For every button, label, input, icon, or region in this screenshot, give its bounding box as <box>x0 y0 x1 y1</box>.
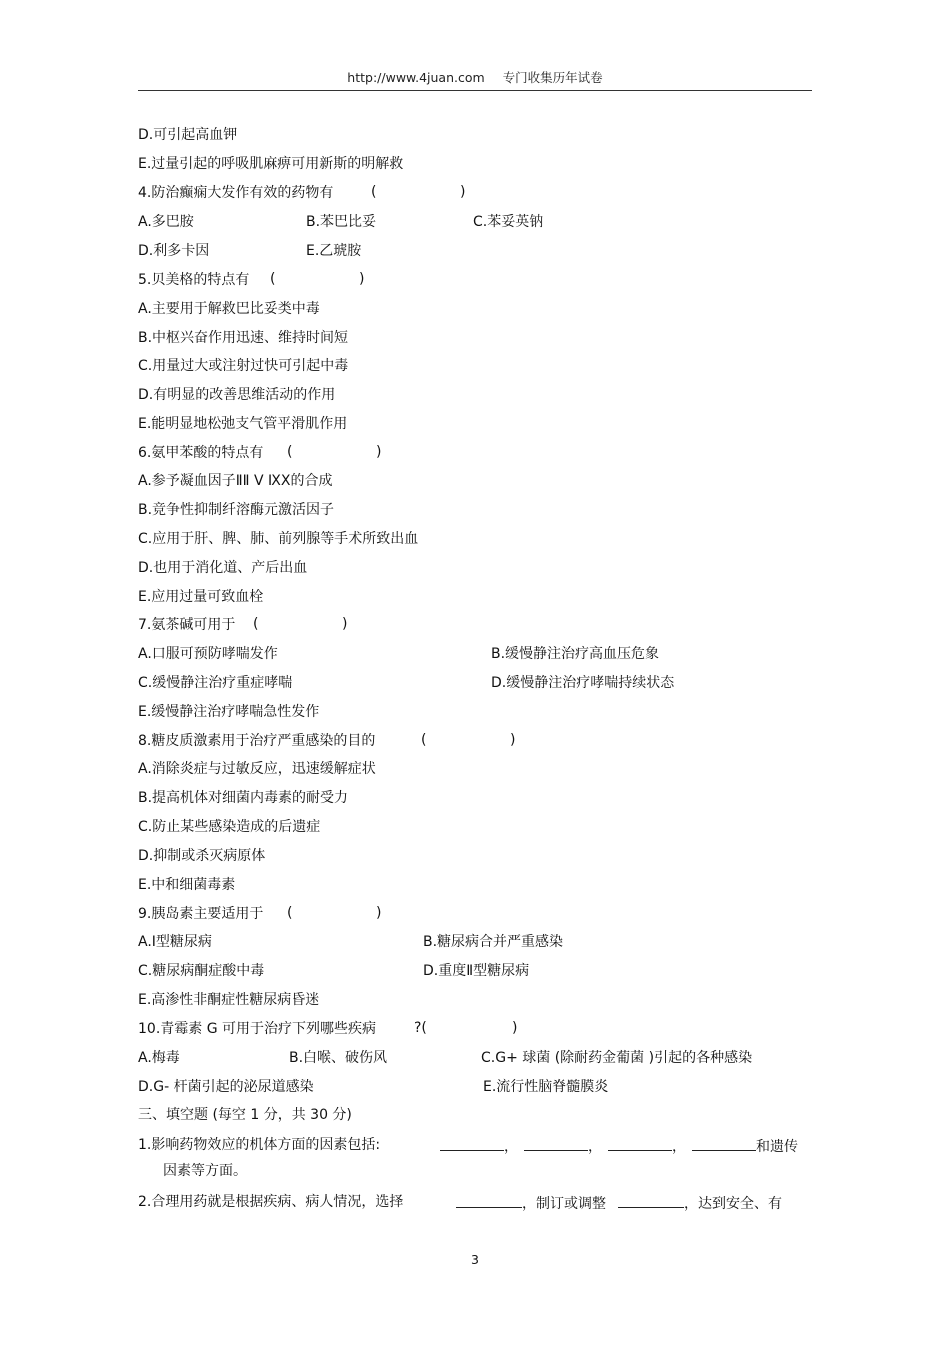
fill-1-blank-1[interactable] <box>440 1136 504 1151</box>
q7-option-c: C.缓慢静注治疗重症哮喘 <box>138 675 293 691</box>
q9-paren-close: ) <box>376 905 382 921</box>
q6-option-c: C.应用于肝、脾、肺、前列腺等手术所致出血 <box>138 531 419 547</box>
page-header <box>0 68 950 86</box>
q6-paren-open: ( <box>287 444 293 460</box>
q4-stem <box>138 184 333 202</box>
q8-paren-close: ) <box>510 732 516 748</box>
fill-1-sep-1: ， <box>504 1139 518 1155</box>
q6-option-b: B.竞争性抑制纤溶酶元激活因子 <box>138 502 335 518</box>
q5-paren-open: ( <box>270 271 276 287</box>
q8-stem: 8.糖皮质激素用于治疗严重感染的目的 <box>138 733 376 749</box>
q7-paren-close: ) <box>342 616 348 632</box>
q4-stem-text: 4.防治癫痫大发作有效的药物有 <box>138 185 334 201</box>
q7-option-d: D.缓慢静注治疗哮喘持续状态 <box>491 675 675 691</box>
section-3-heading: 三、填空题 (每空 1 分，共 30 分) <box>138 1107 352 1123</box>
q8-option-e: E.中和细菌毒素 <box>138 877 236 893</box>
q9-option-e: E.高渗性非酮症性糖尿病昏迷 <box>138 992 320 1008</box>
q6-option-e: E.应用过量可致血栓 <box>138 589 264 605</box>
fill-1-sep-3: ， <box>672 1139 686 1155</box>
fill-2-suffix: ，达到安全、有 <box>684 1196 782 1212</box>
fill-1-continuation: 因素等方面。 <box>163 1163 247 1179</box>
q4-option-c: C.苯妥英钠 <box>473 214 544 230</box>
q3-option-d: D.可引起高血钾 <box>138 127 238 143</box>
q7-option-e: E.缓慢静注治疗哮喘急性发作 <box>138 704 320 720</box>
q9-option-c: C.糖尿病酮症酸中毒 <box>138 963 265 979</box>
q6-option-a: A.参予凝血因子ⅡⅡ Ⅴ ⅨⅩ的合成 <box>138 473 333 489</box>
q5-option-c: C.用量过大或注射过快可引起中毒 <box>138 358 349 374</box>
fill-1-blanks <box>440 1136 798 1156</box>
fill-2-mid: ，制订或调整 <box>522 1196 606 1212</box>
page-number: 3 <box>471 1252 479 1267</box>
q4-option-e: E.乙琥胺 <box>306 243 362 259</box>
fill-2-prefix: 2.合理用药就是根据疾病、病人情况，选择 <box>138 1194 404 1210</box>
fill-1-blank-4[interactable] <box>692 1136 756 1151</box>
q10-option-e: E.流行性脑脊髓膜炎 <box>483 1079 609 1095</box>
q4-option-d: D.利多卡因 <box>138 243 210 259</box>
q9-option-d: D.重度Ⅱ型糖尿病 <box>423 963 530 979</box>
fill-1-blank-2[interactable] <box>524 1136 588 1151</box>
header-url: http://www.4juan.com <box>347 70 485 85</box>
q8-paren-open: ( <box>421 732 427 748</box>
q8-option-c: C.防止某些感染造成的后遗症 <box>138 819 321 835</box>
q4-paren-open: ( <box>371 184 377 200</box>
q6-option-d: D.也用于消化道、产后出血 <box>138 560 308 576</box>
q9-paren-open: ( <box>287 905 293 921</box>
q10-stem: 10.青霉素 G 可用于治疗下列哪些疾病 <box>138 1021 377 1037</box>
q5-paren-close: ) <box>359 271 365 287</box>
fill-2-blank-2[interactable] <box>618 1193 684 1208</box>
q10-option-a: A.梅毒 <box>138 1050 180 1066</box>
q5-option-a: A.主要用于解救巴比妥类中毒 <box>138 301 320 317</box>
q8-option-a: A.消除炎症与过敏反应，迅速缓解症状 <box>138 761 376 777</box>
fill-2-line <box>456 1193 782 1213</box>
q5-option-e: E.能明显地松弛支气管平滑肌作用 <box>138 416 348 432</box>
header-tagline: 专门收集历年试卷 <box>502 70 603 85</box>
header-rule <box>138 90 812 91</box>
q7-paren-open: ( <box>253 616 259 632</box>
q10-paren-close: ) <box>512 1020 518 1036</box>
fill-2-blank-1[interactable] <box>456 1193 522 1208</box>
fill-1-prefix: 1.影响药物效应的机体方面的因素包括: <box>138 1137 381 1153</box>
q6-stem: 6.氨甲苯酸的特点有 <box>138 445 264 461</box>
fill-1-suffix: 和遗传 <box>756 1139 798 1155</box>
q5-option-d: D.有明显的改善思维活动的作用 <box>138 387 336 403</box>
q3-option-e: E.过量引起的呼吸肌麻痹可用新斯的明解救 <box>138 156 404 172</box>
q4-paren-close: ) <box>460 184 466 200</box>
q6-paren-close: ) <box>376 444 382 460</box>
q4-option-b: B.苯巴比妥 <box>306 214 377 230</box>
q7-stem: 7.氨茶碱可用于 <box>138 617 236 633</box>
q10-option-c: C.G+ 球菌 (除耐药金葡菌 )引起的各种感染 <box>481 1050 753 1066</box>
q9-stem: 9.胰岛素主要适用于 <box>138 906 264 922</box>
q10-option-d: D.G- 杆菌引起的泌尿道感染 <box>138 1079 314 1095</box>
q7-option-b: B.缓慢静注治疗高血压危象 <box>491 646 660 662</box>
q8-option-b: B.提高机体对细菌内毒素的耐受力 <box>138 790 349 806</box>
fill-1-sep-2: ， <box>588 1139 602 1155</box>
fill-1-blank-3[interactable] <box>608 1136 672 1151</box>
q9-option-a: A.Ⅰ型糖尿病 <box>138 934 212 950</box>
q5-option-b: B.中枢兴奋作用迅速、维持时间短 <box>138 330 349 346</box>
q10-paren-open: ?( <box>414 1020 427 1036</box>
q7-option-a: A.口服可预防哮喘发作 <box>138 646 278 662</box>
q10-option-b: B.白喉、破伤风 <box>289 1050 388 1066</box>
q5-stem: 5.贝美格的特点有 <box>138 272 250 288</box>
q9-option-b: B.糖尿病合并严重感染 <box>423 934 564 950</box>
q8-option-d: D.抑制或杀灭病原体 <box>138 848 266 864</box>
q4-option-a: A.多巴胺 <box>138 214 194 230</box>
